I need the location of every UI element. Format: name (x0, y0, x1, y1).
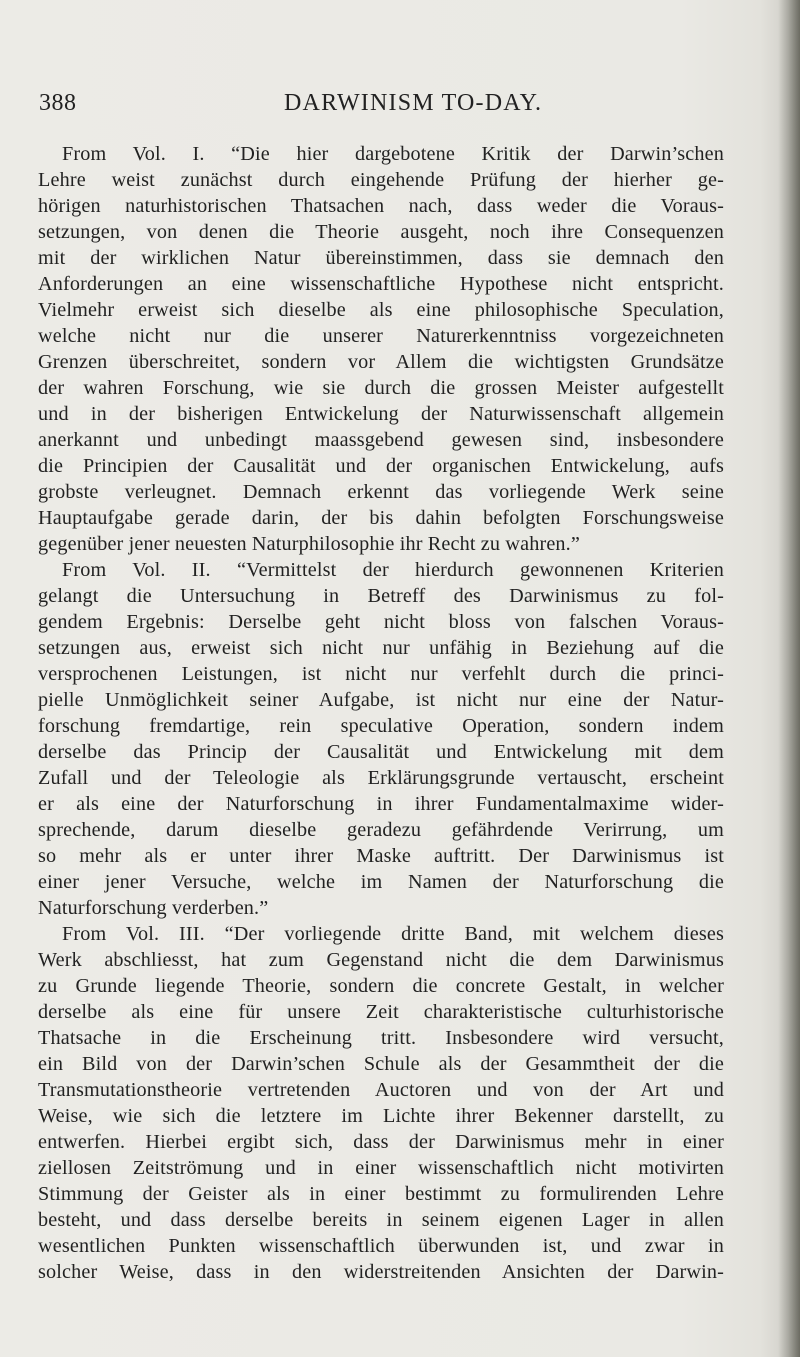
text-line: der wahren Forschung, wie sie durch die grossen Meister aufgestellt (38, 377, 724, 399)
text-line: From Vol. I. “Die hier dargebotene Kritik der Darwin’schen (62, 143, 724, 165)
text-line: so mehr als er unter ihrer Maske auftritt. Der Darwinismus ist (38, 845, 724, 867)
text-line: und in der bisherigen Entwickelung der Naturwissenschaft allgemein (38, 403, 724, 425)
text-line: solcher Weise, dass in den widerstreitenden Ansichten der Darwin- (38, 1261, 724, 1283)
text-line: Transmutationstheorie vertretenden Auctoren und von der Art und (38, 1079, 724, 1101)
text-line: Vielmehr erweist sich dieselbe als eine philosophische Speculation, (38, 299, 724, 321)
text-line: anerkannt und unbedingt maassgebend gewesen sind, insbesondere (38, 429, 724, 451)
text-line: gelangt die Untersuchung in Betreff des Darwinismus zu fol- (38, 585, 724, 607)
text-line: zu Grunde liegende Theorie, sondern die concrete Gestalt, in welcher (38, 975, 724, 997)
text-line: entwerfen. Hierbei ergibt sich, dass der Darwinismus mehr in einer (38, 1131, 724, 1153)
text-line: Werk abschliesst, hat zum Gegenstand nicht die dem Darwinismus (38, 949, 724, 971)
text-line: grobste verleugnet. Demnach erkennt das vorliegende Werk seine (38, 481, 724, 503)
text-line: besteht, und dass derselbe bereits in seinem eigenen Lager in allen (38, 1209, 724, 1231)
page-number: 388 (39, 90, 77, 116)
text-line: Hauptaufgabe gerade darin, der bis dahin befolgten Forschungsweise (38, 507, 724, 529)
text-line: Weise, wie sich die letztere im Lichte ihrer Bekenner darstellt, zu (38, 1105, 724, 1127)
text-line: mit der wirklichen Natur übereinstimmen, dass sie demnach den (38, 247, 724, 269)
text-line: Naturforschung verderben.” (38, 897, 269, 919)
text-line: From Vol. III. “Der vorliegende dritte Band, mit welchem dieses (62, 923, 724, 945)
running-head (39, 90, 725, 130)
text-line: er als eine der Naturforschung in ihrer Fundamentalmaxime wider- (38, 793, 724, 815)
text-line: Stimmung der Geister als in einer bestimmt zu formulirenden Lehre (38, 1183, 724, 1205)
text-line: ziellosen Zeitströmung und in einer wissenschaftlich nicht motivirten (38, 1157, 724, 1179)
text-line: setzungen, von denen die Theorie ausgeht, noch ihre Consequenzen (38, 221, 724, 243)
text-line: hörigen naturhistorischen Thatsachen nach, dass weder die Voraus- (38, 195, 724, 217)
text-line: pielle Unmöglichkeit seiner Aufgabe, ist nicht nur eine der Natur- (38, 689, 724, 711)
text-line: einer jener Versuche, welche im Namen der Naturforschung die (38, 871, 724, 893)
text-line: gendem Ergebnis: Derselbe geht nicht bloss von falschen Voraus- (38, 611, 724, 633)
text-line: From Vol. II. “Vermittelst der hierdurch gewonnenen Kriterien (62, 559, 724, 581)
text-line: die Principien der Causalität und der organischen Entwickelung, aufs (38, 455, 724, 477)
text-line: gegenüber jener neuesten Naturphilosophie ihr Recht zu wahren.” (38, 533, 580, 555)
text-line: ein Bild von der Darwin’schen Schule als der Gesammtheit der die (38, 1053, 724, 1075)
text-line: Thatsache in die Erscheinung tritt. Insbesondere wird versucht, (38, 1027, 724, 1049)
text-line: Grenzen überschreitet, sondern vor Allem die wichtigsten Grundsätze (38, 351, 724, 373)
text-line: Lehre weist zunächst durch eingehende Prüfung der hierher ge- (38, 169, 724, 191)
page-edge-shadow (778, 0, 800, 1357)
text-line: Zufall und der Teleologie als Erklärungsgrunde vertauscht, erscheint (38, 767, 724, 789)
text-line: setzungen aus, erweist sich nicht nur unfähig in Beziehung auf die (38, 637, 724, 659)
body-text (38, 141, 724, 1285)
text-line: sprechende, darum dieselbe geradezu gefährdende Verirrung, um (38, 819, 724, 841)
text-line: forschung fremdartige, rein speculative Operation, sondern indem (38, 715, 724, 737)
text-line: derselbe das Princip der Causalität und Entwickelung mit dem (38, 741, 724, 763)
running-title: DARWINISM TO-DAY. (284, 90, 543, 116)
text-line: wesentlichen Punkten wissenschaftlich überwunden ist, und zwar in (38, 1235, 724, 1257)
text-line: versprochenen Leistungen, ist nicht nur verfehlt durch die princi- (38, 663, 724, 685)
text-line: derselbe als eine für unsere Zeit charakteristische culturhistorische (38, 1001, 724, 1023)
text-line: welche nicht nur die unserer Naturerkenntniss vorgezeichneten (38, 325, 724, 347)
text-line: Anforderungen an eine wissenschaftliche Hypothese nicht entspricht. (38, 273, 724, 295)
